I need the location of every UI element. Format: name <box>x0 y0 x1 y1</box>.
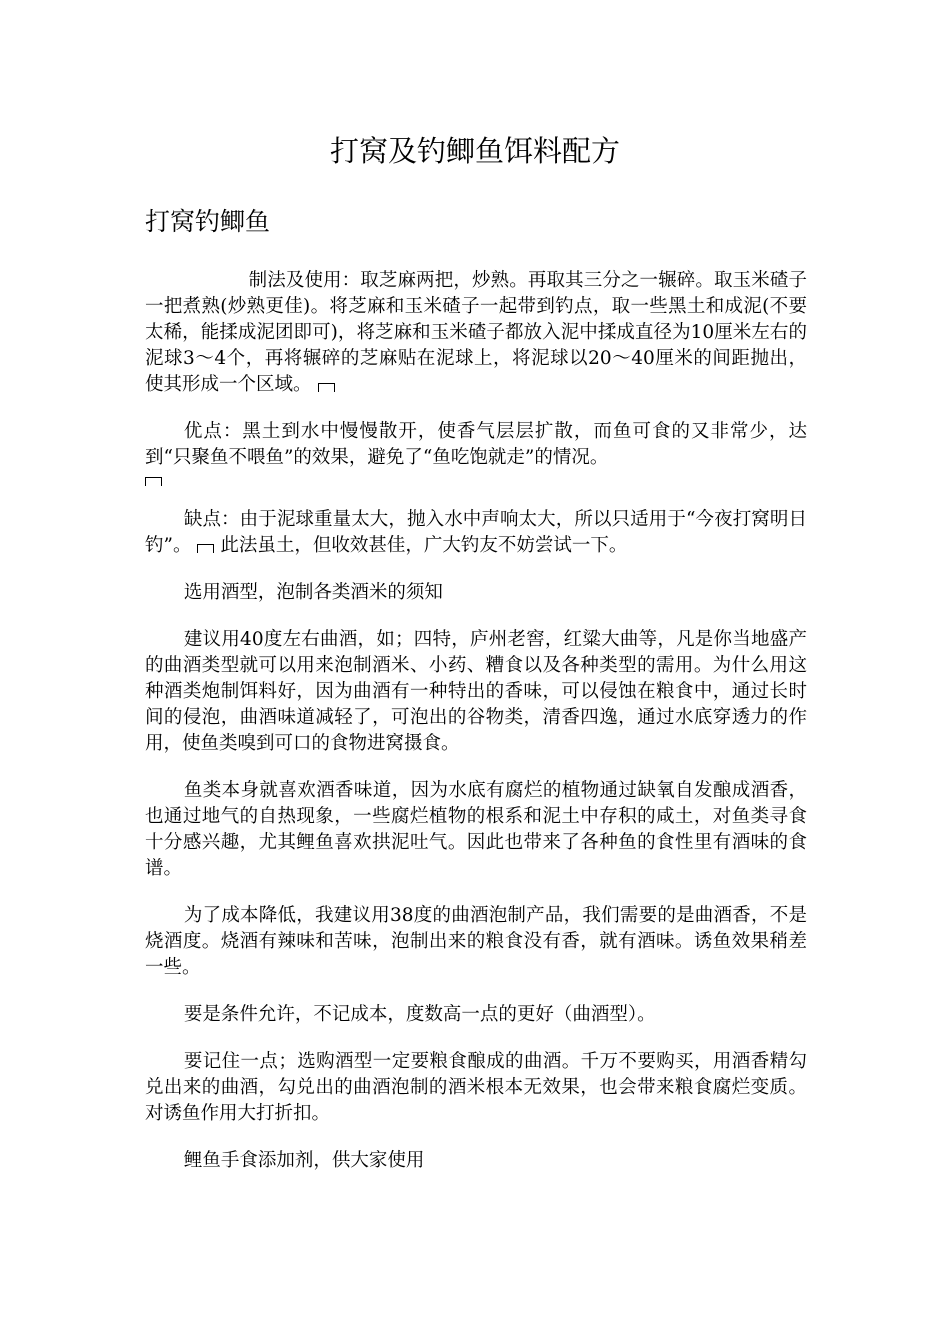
section-heading: 打窝钓鲫鱼 <box>145 207 271 236</box>
paragraph-wine-heading: 选用酒型，泡制各类酒米的须知 <box>183 582 443 603</box>
paragraph-mark-icon <box>197 544 214 553</box>
paragraph-wine-advice: 建议用40度左右曲酒，如；四特，庐州老窖，红粱大曲等，凡是你当地盛产的曲酒类型就可以用来泡制酒米、小药、糟食以及各种类型的需用。为什么用这种酒类炮制饵料好，因为曲酒有一种特出的香味，可以侵蚀在粮食中，通过长时间的侵泡，曲酒味道减轻了，可泡出的谷物类，清香四逸，通过水底穿透力的作用，使鱼类嗅到可口的食物进窝摄食。 <box>145 629 807 754</box>
paragraph-text: 优点：黑土到水中慢慢散开，使香气层层扩散，而鱼可食的又非常少，达到“只聚鱼不喂鱼”的效果，避免了“鱼吃饱就走”的情况。 <box>145 421 807 468</box>
paragraph-text: 制法及使用：取芝麻两把，炒熟。再取其三分之一辗碎。取玉米碴子一把煮熟(炒熟更佳)。将芝麻和玉米碴子一起带到钓点，取一些黑土和成泥(不要太稀，能揉成泥团即可)，将芝麻和玉米碴子都放入泥中揉成直径为10厘米左右的泥球3～4个，再将辗碎的芝麻贴在泥球上，将泥球以20～40厘米的间距抛出，使其形成一个区域。 <box>145 270 807 395</box>
paragraph-reminder: 要记住一点；选购酒型一定要粮食酿成的曲酒。千万不要购买，用酒香精勾兑出来的曲酒，勾兑出的曲酒泡制的酒米根本无效果，也会带来粮食腐烂变质。对诱鱼作用大打折扣。 <box>145 1051 807 1124</box>
document-title: 打窝及钓鲫鱼饵料配方 <box>329 134 620 168</box>
paragraph-fish-preference: 鱼类本身就喜欢酒香味道，因为水底有腐烂的植物通过缺氧自发酿成酒香，也通过地气的自热现象，一些腐烂植物的根系和泥土中存积的咸土，对鱼类寻食十分感兴趣，尤其鲤鱼喜欢拱泥吐气。因此也带来了各种鱼的食性里有酒味的食谱。 <box>145 780 807 879</box>
paragraph-advantages <box>145 419 807 486</box>
paragraph-mark-icon <box>318 383 335 392</box>
paragraph-text: 缺点：由于泥球重量太大，抛入水中声响太大，所以只适用于“今夜打窝明日钓”。 <box>145 509 807 556</box>
paragraph-additive: 鲤鱼手食添加剂，供大家使用 <box>183 1150 425 1171</box>
paragraph-text: 此法虽土，但收效甚佳，广大钓友不妨尝试一下。 <box>220 535 628 556</box>
paragraph-cost: 为了成本降低，我建议用38度的曲酒泡制产品，我们需要的是曲酒香，不是烧酒度。烧酒有辣味和苦味，泡制出来的粮食没有香，就有酒味。诱鱼效果稍差一些。 <box>145 905 807 978</box>
paragraph-conditions: 要是条件允许，不记成本，度数高一点的更好（曲酒型）。 <box>183 1004 656 1025</box>
paragraph-disadvantages <box>145 507 807 559</box>
document-body <box>145 268 807 1195</box>
paragraph-mark-icon <box>145 477 162 486</box>
paragraph-method <box>145 268 807 398</box>
